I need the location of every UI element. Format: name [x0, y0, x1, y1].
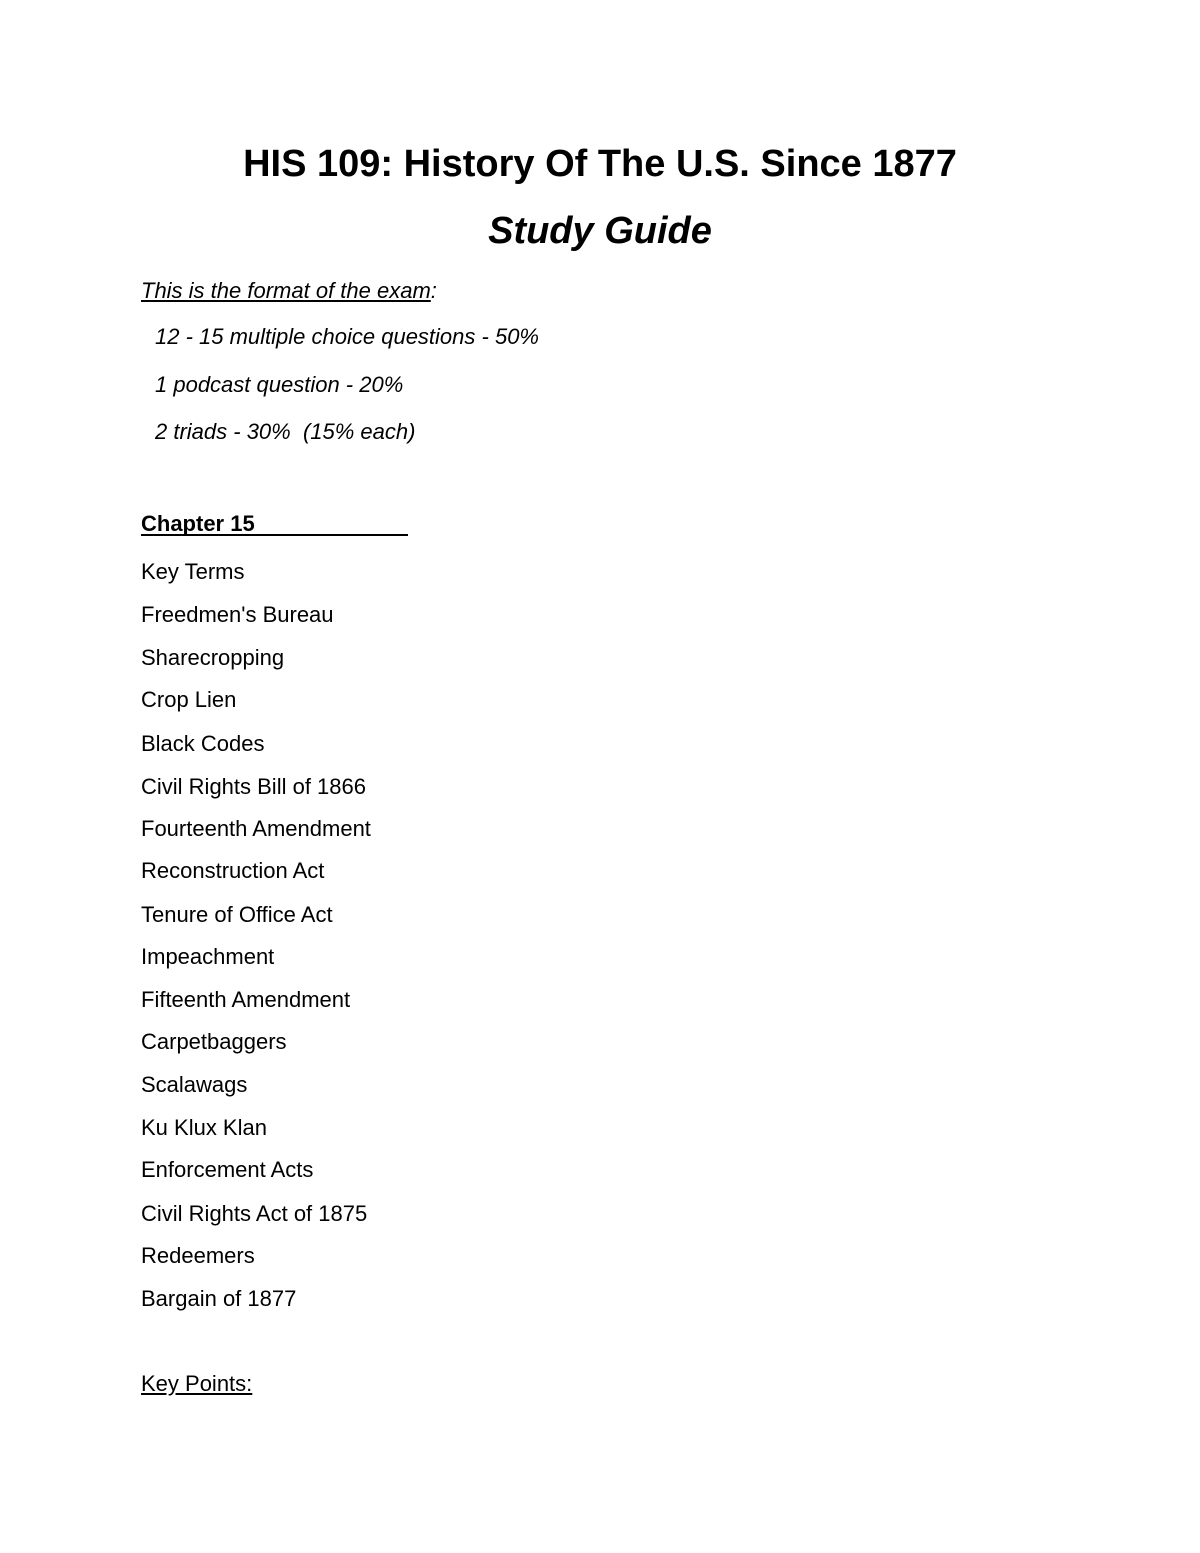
key-term: Redeemers: [141, 1243, 255, 1268]
key-term: Freedmen's Bureau: [141, 602, 334, 627]
exam-format-heading: [141, 277, 437, 305]
key-terms-label: Key Terms: [141, 559, 245, 584]
document-title: HIS 109: History Of The U.S. Since 1877: [243, 143, 957, 185]
exam-format-item: 1 podcast question - 20%: [155, 372, 404, 397]
exam-format-item: 12 - 15 multiple choice questions - 50%: [155, 324, 539, 349]
exam-format-item: 2 triads - 30% (15% each): [155, 419, 416, 444]
key-term: Enforcement Acts: [141, 1157, 314, 1182]
key-term: Ku Klux Klan: [141, 1115, 267, 1140]
exam-format-heading-text: This is the format of the exam: [141, 278, 431, 303]
key-term: Reconstruction Act: [141, 858, 325, 883]
key-term: Scalawags: [141, 1072, 248, 1097]
key-term: Fourteenth Amendment: [141, 816, 371, 841]
document-subtitle: Study Guide: [488, 210, 712, 252]
key-term: Tenure of Office Act: [141, 902, 333, 927]
key-term: Civil Rights Act of 1875: [141, 1201, 368, 1226]
exam-format-heading-colon: :: [430, 278, 437, 303]
key-term: Civil Rights Bill of 1866: [141, 774, 366, 799]
key-points-heading: Key Points:: [141, 1371, 253, 1396]
key-term: Black Codes: [141, 731, 265, 756]
key-term: Fifteenth Amendment: [141, 987, 351, 1012]
key-term: Carpetbaggers: [141, 1029, 287, 1054]
key-term: Impeachment: [141, 944, 275, 969]
chapter-heading: Chapter 15: [141, 510, 408, 536]
key-term: Sharecropping: [141, 645, 285, 670]
key-term: Crop Lien: [141, 687, 237, 712]
key-term: Bargain of 1877: [141, 1286, 297, 1311]
